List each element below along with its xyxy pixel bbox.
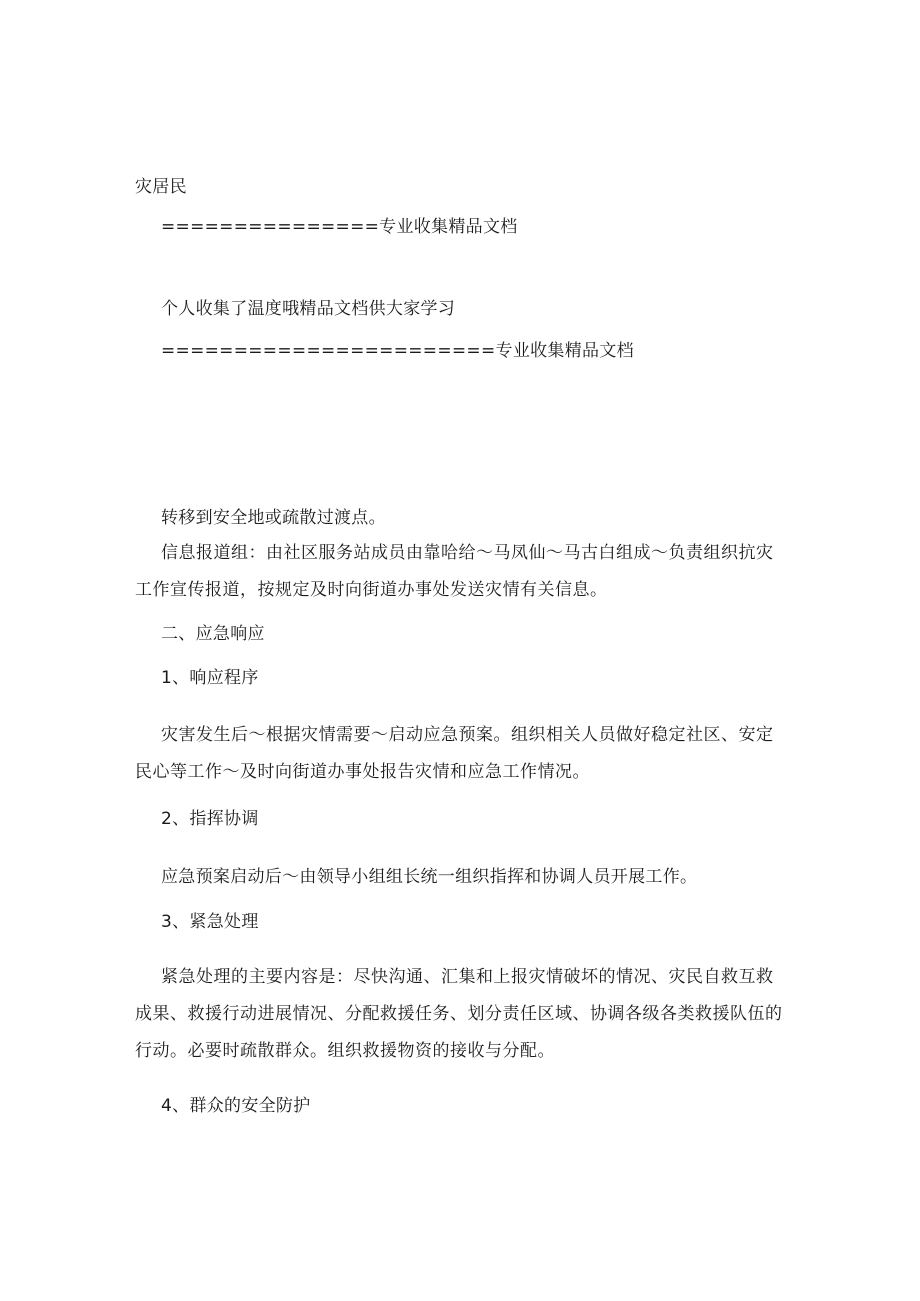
subheading-response-procedure: 1、响应程序 [161,668,259,688]
paragraph-transfer: 转移到安全地或疏散过渡点。 [161,508,386,528]
collector-note: 个人收集了温度哦精品文档供大家学习 [161,299,456,319]
section-heading-emergency-response: 二、应急响应 [161,624,265,644]
top-fragment: 灾居民 [135,177,187,197]
watermark-line-2: =======================专业收集精品文档 [161,341,634,361]
subheading-emergency-handling: 3、紧急处理 [161,912,259,932]
paragraph-emergency-handling: 紧急处理的主要内容是：尽快沟通、汇集和上报灾情破坏的情况、灾民自救互救成果、救援行动进展情况、分配救援任务、划分责任区域、协调各级各类救援队伍的行动。必要时疏散群众。组织救援物资的接收与分配。 [135,967,783,1061]
paragraph-response-procedure: 灾害发生后～根据灾情需要～启动应急预案。组织相关人员做好稳定社区、安定民心等工作～及时向街道办事处报告灾情和应急工作情况。 [135,725,774,782]
paragraph-command-coordination: 应急预案启动后～由领导小组组长统一组织指挥和协调人员开展工作。 [161,867,698,887]
watermark-line-1: ===============专业收集精品文档 [161,217,518,237]
subheading-public-safety: 4、群众的安全防护 [161,1096,311,1116]
paragraph-info-report-group: 信息报道组：由社区服务站成员由靠哈给～马凤仙～马古白组成～负责组织抗灾工作宣传报道，按规定及时向街道办事处发送灾情有关信息。 [135,543,774,600]
subheading-command-coordination: 2、指挥协调 [161,809,259,829]
